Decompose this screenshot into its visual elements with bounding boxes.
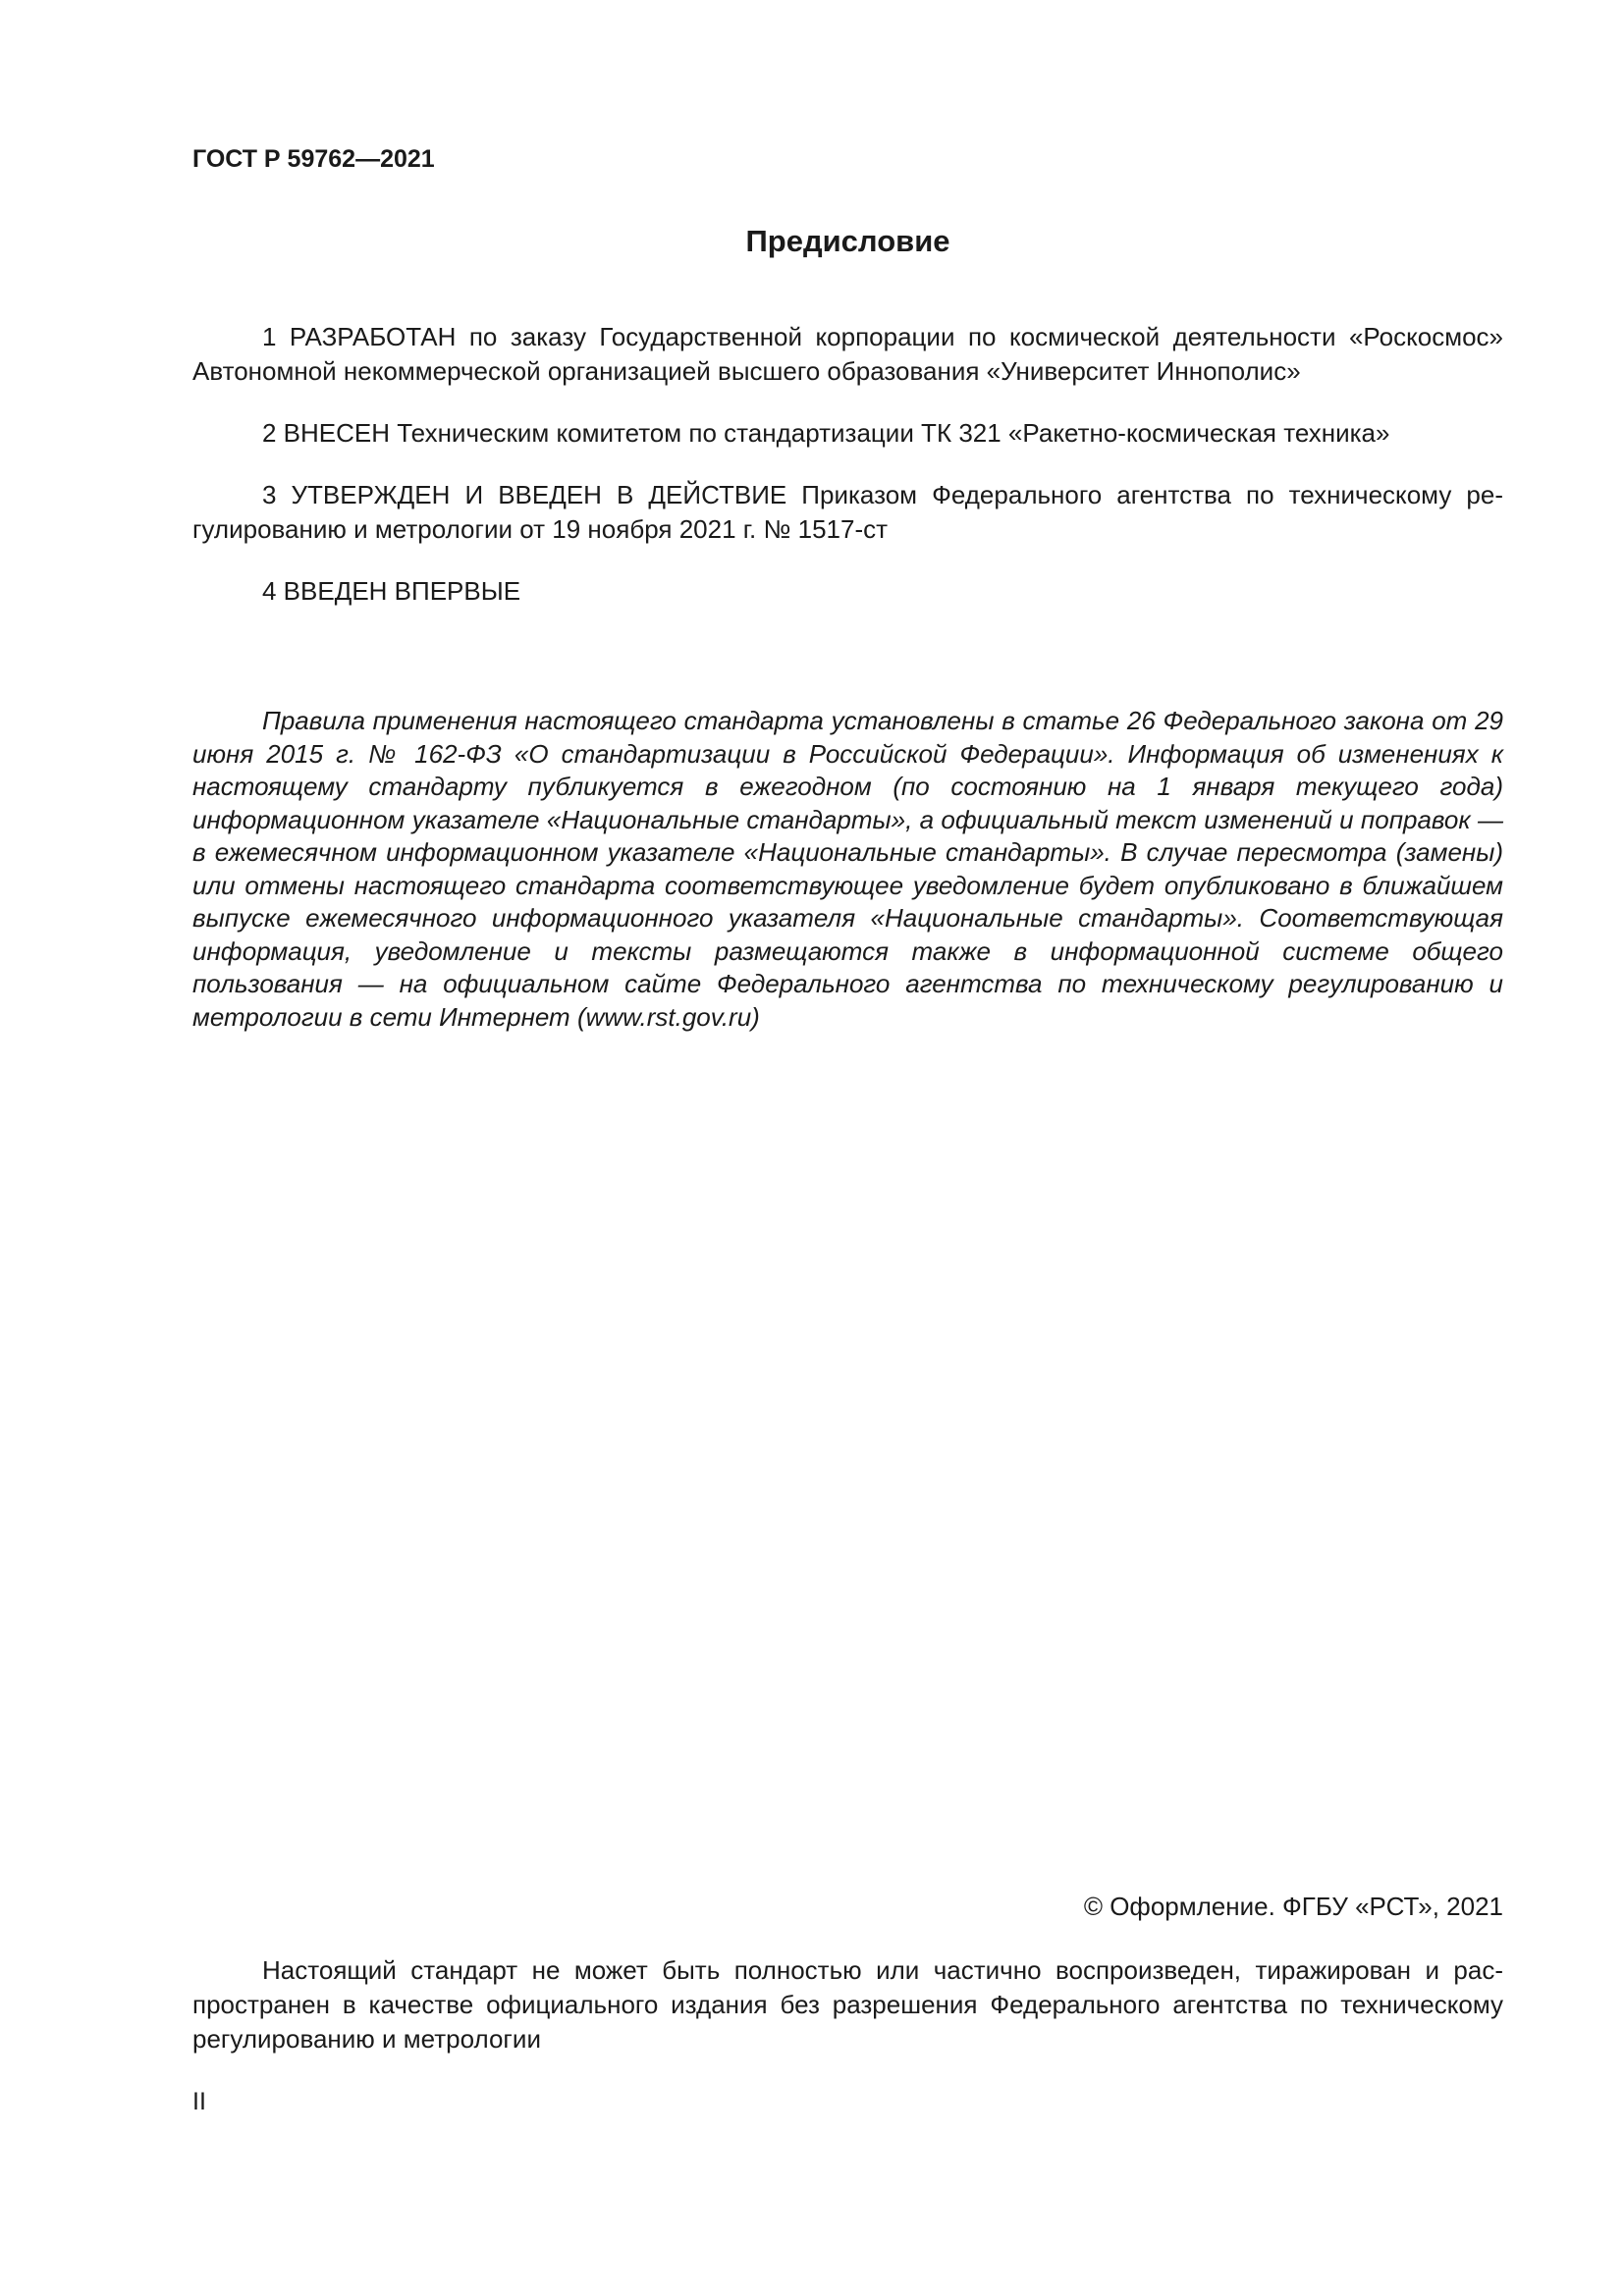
page-title: Предисловие: [745, 224, 950, 258]
reproduction-notice: Настоящий стандарт не может быть полностью или частично воспроизведен, тиражирован и распространен в качестве официального издания без разрешения Федерального агентства по техническому регулированию и метрологии: [192, 1955, 1503, 2054]
foreword-item-3: 3 УТВЕРЖДЕН И ВВЕДЕН В ДЕЙСТВИЕ Приказом Федерального агентства по техническому регулированию и метрологии от 19 ноября 2021 г. № 1517-ст: [192, 480, 1503, 544]
foreword-item-1: 1 РАЗРАБОТАН по заказу Государственной корпорации по космической деятельности «Роскосмос» Автономной некоммерческой организацией высшего образования «Университет Иннополис»: [192, 322, 1503, 386]
document-header: ГОСТ Р 59762—2021: [192, 145, 435, 173]
rules-note: Правила применения настоящего стандарта установлены в статье 26 Федерального закона от 29 июня 2015 г. № 162-ФЗ «О стандартизации в Российской Федерации». Информация об изменениях к настоящему стандарту публикуется в ежегодном (по состоянию на 1 января текущего года) информационном указателе «Национальные стандарты», а официальный текст изменений и поправок — в ежемесячном информационном указателе «Национальные стандарты». В случае пересмотра (замены) или отмены настоящего стандарта соответствующее уведомление будет опубликовано в ближайшем выпуске ежемесячного информационного указателя «Национальные стандарты». Соответствующая информация, уведомление и тексты размещаются также в информационной системе общего пользования — на официальном сайте Федерального агентства по техническому регулированию и метрологии в сети Интернет (www.rst.gov.ru): [192, 706, 1503, 1032]
foreword-item-4: 4 ВВЕДЕН ВПЕРВЫЕ: [262, 576, 521, 606]
copyright-notice: © Оформление. ФГБУ «РСТ», 2021: [1083, 1892, 1503, 1921]
foreword-item-2: 2 ВНЕСЕН Техническим комитетом по стандартизации ТК 321 «Ракетно-космическая техника»: [262, 418, 1390, 448]
page-number: II: [192, 2088, 206, 2115]
